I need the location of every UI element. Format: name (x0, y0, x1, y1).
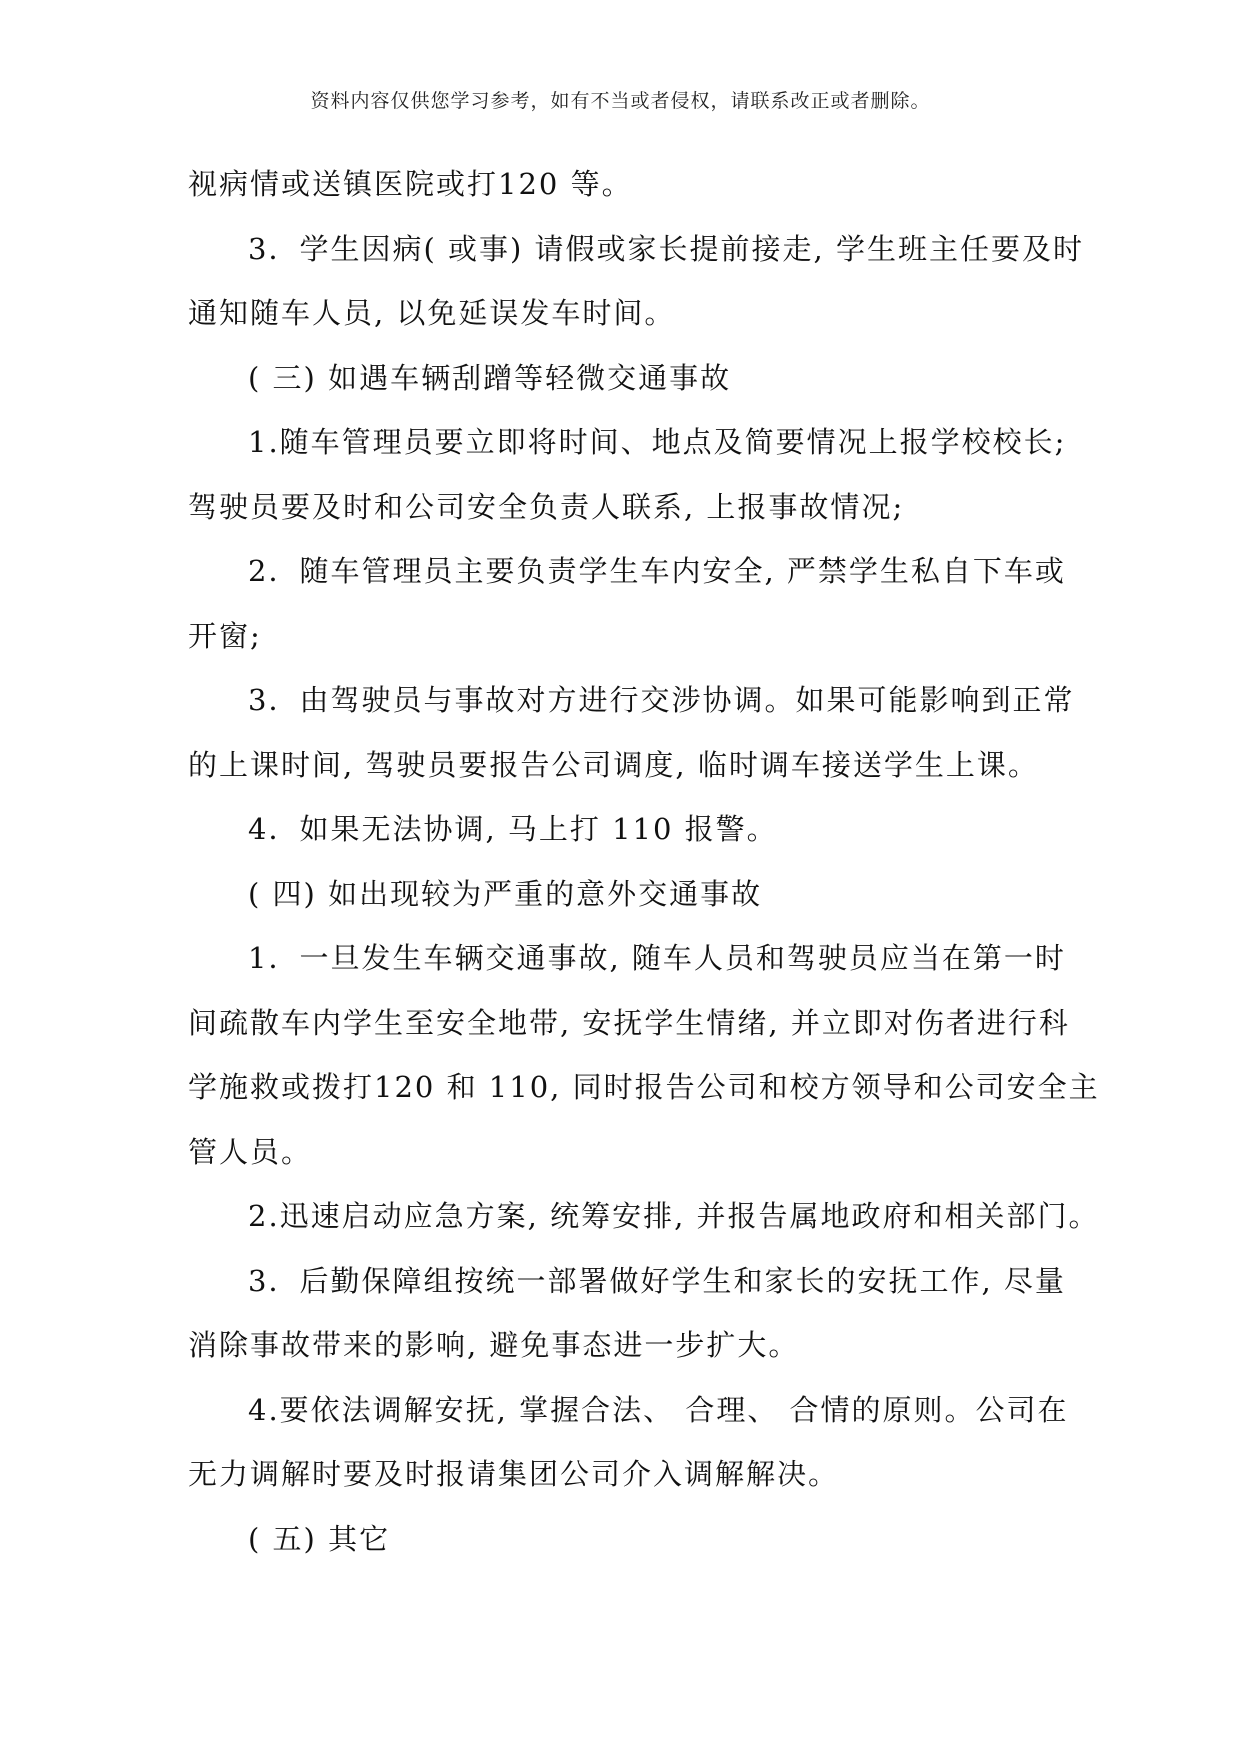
text-line: 无力调解时要及时报请集团公司介入调解解决。 (188, 1457, 840, 1491)
text-line: 视病情或送镇医院或打120 等。 (188, 167, 633, 201)
text-line: 1．一旦发生车辆交通事故, 随车人员和驾驶员应当在第一时 (248, 941, 1066, 975)
text-line: 通知随车人员, 以免延误发车时间。 (188, 296, 676, 330)
document-body (188, 152, 1100, 1571)
text-line: 1.随车管理员要立即将时间、地点及简要情况上报学校校长; (248, 425, 1067, 459)
text-line: ( 五) 其它 (248, 1521, 391, 1556)
text-line: 学施救或拨打120 和 110, 同时报告公司和校方领导和公司安全主 (188, 1070, 1100, 1104)
text-line: 3．由驾驶员与事故对方进行交涉协调。如果可能影响到正常 (248, 683, 1075, 717)
text-line: 驾驶员要及时和公司安全负责人联系, 上报事故情况; (188, 489, 905, 524)
text-line: 3．学生因病( 或事) 请假或家长提前接走, 学生班主任要及时 (248, 231, 1084, 266)
text-line: 2．随车管理员主要负责学生车内安全, 严禁学生私自下车或 (248, 554, 1066, 588)
text-line: ( 四) 如出现较为严重的意外交通事故 (248, 876, 763, 911)
text-line: 2.迅速启动应急方案, 统筹安排, 并报告属地政府和相关部门。 (248, 1199, 1100, 1233)
text-line: 开窗; (188, 618, 262, 653)
text-line: 3．后勤保障组按统一部署做好学生和家长的安抚工作, 尽量 (248, 1263, 1066, 1298)
text-line: 4．如果无法协调, 马上打 110 报警。 (248, 812, 778, 846)
text-line: 的上课时间, 驾驶员要报告公司调度, 临时调车接送学生上课。 (188, 747, 1039, 782)
text-line: 消除事故带来的影响, 避免事态进一步扩大。 (188, 1328, 800, 1362)
text-line: 管人员。 (188, 1134, 313, 1169)
text-line: 4.要依法调解安抚, 掌握合法、 合理、 合情的原则。公司在 (248, 1392, 1069, 1427)
text-line: ( 三) 如遇车辆刮蹭等轻微交通事故 (248, 360, 732, 395)
header-disclaimer: 资料内容仅供您学习参考，如有不当或者侵权，请联系改正或者删除。 (310, 90, 931, 112)
text-line: 间疏散车内学生至安全地带, 安抚学生情绪, 并立即对伤者进行科 (188, 1005, 1070, 1040)
